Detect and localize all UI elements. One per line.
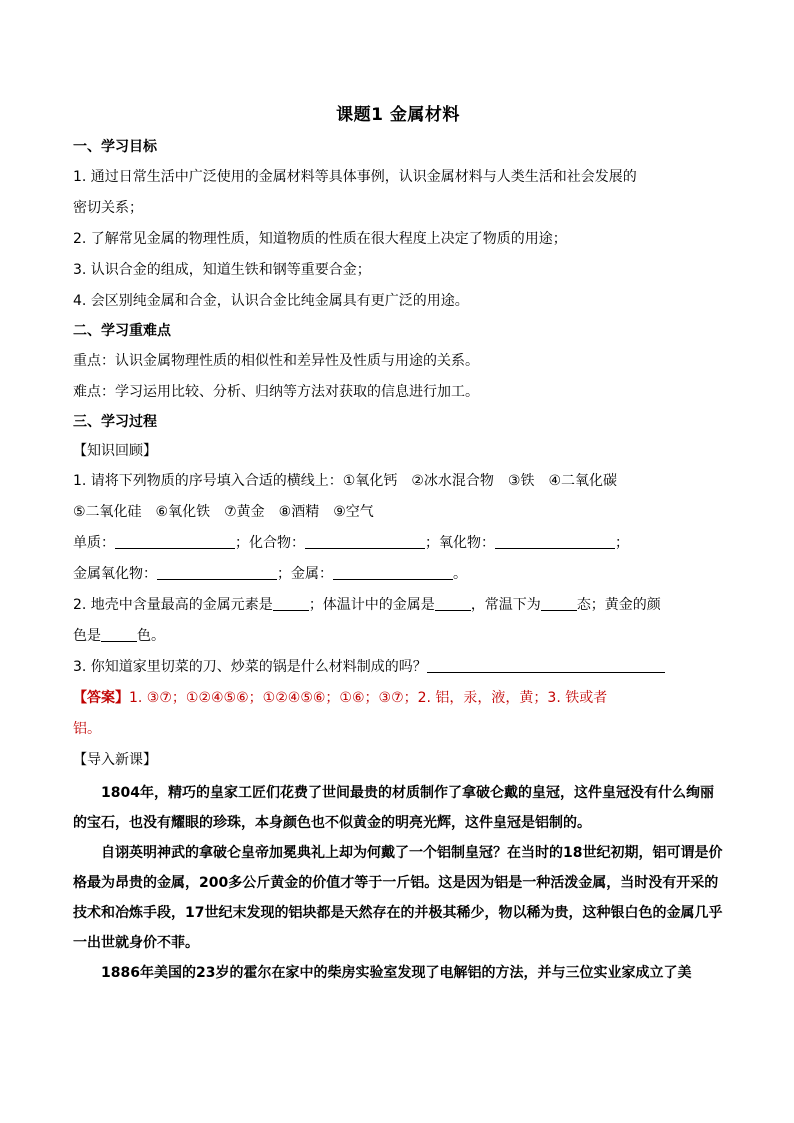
question-2-part-1: 2. 地壳中含量最高的金属元素是: [73, 597, 273, 613]
document-page: [73, 100, 723, 988]
intro-paragraph-2: 自诩英明神武的拿破仑皇帝加冕典礼上却为何戴了一个铝制皇冠？在当时的18世纪初期，铝可谓是价格最为昂贵的金属，200多公斤黄金的价值才等于一斤铝。这是因为铝是一种活泼金属，当时没有开采的技术和冶炼手段，17世纪末发现的铝块都是天然存在的并极其稀少，物以稀为贵，这种银白色的金属几乎一出世就身价不菲。: [73, 845, 723, 951]
metal-oxide-label: 金属氧化物：: [73, 566, 157, 582]
crust-metal-blank[interactable]: [273, 596, 309, 611]
goal-2: 2. 了解常见金属的物理性质，知道物质的性质在很大程度上决定了物质的用途；: [73, 231, 567, 247]
review-label: 【知识回顾】: [73, 443, 157, 459]
row-1-end: ；: [615, 535, 629, 551]
question-2-line-1: [73, 590, 723, 621]
question-2-part-5: 色是: [73, 628, 101, 644]
answer-line-2: [73, 714, 723, 745]
single-substance-blank[interactable]: [115, 534, 235, 549]
single-substance-label: 单质：: [73, 535, 115, 551]
question-1-blanks-row-1: [73, 528, 723, 559]
goal-1-line-2: 密切关系；: [73, 200, 143, 216]
goal-4: 4. 会区别纯金属和合金，认识合金比纯金属具有更广泛的用途。: [73, 293, 469, 309]
metal-blank[interactable]: [333, 565, 453, 580]
goal-3: 3. 认识合金的组成，知道生铁和钢等重要合金；: [73, 262, 371, 278]
gold-color-blank[interactable]: [101, 627, 137, 642]
intro-paragraph-3: 1886年美国的23岁的霍尔在家中的柴房实验室发现了电解铝的方法，并与三位实业家成立了美: [101, 965, 692, 981]
question-2-part-2: ；体温计中的金属是: [308, 597, 435, 613]
oxide-blank[interactable]: [495, 534, 615, 549]
question-2-part-3: ，常温下为: [470, 597, 541, 613]
goal-1-line-1: 1. 通过日常生活中广泛使用的金属材料等具体事例，认识金属材料与人类生活和社会发展的: [73, 169, 637, 185]
answer-text-1: 1. ③⑦；①②④⑤⑥；①②④⑤⑥；①⑥；③⑦；2. 铝，汞，液，黄；3. 铁或者: [129, 690, 608, 706]
intro-label: 【导入新课】: [73, 752, 157, 768]
page-title: 课题1 金属材料: [336, 105, 460, 125]
difficult-point: 难点：学习运用比较、分析、归纳等方法对获取的信息进行加工。: [73, 384, 479, 400]
metal-label: ；金属：: [277, 566, 333, 582]
question-2-part-4: 态；黄金的颜: [576, 597, 661, 613]
metal-oxide-blank[interactable]: [157, 565, 277, 580]
intro-paragraph-1: 1804年，精巧的皇家工匠们花费了世间最贵的材质制作了拿破仑戴的皇冠，这件皇冠没有什么绚丽的宝石，也没有耀眼的珍珠，本身颜色也不似黄金的明亮光辉，这件皇冠是铝制的。: [73, 785, 714, 831]
question-3: [73, 652, 723, 683]
compound-blank[interactable]: [305, 534, 425, 549]
question-1-line-2: ⑤二氧化硅 ⑥氧化铁 ⑦黄金 ⑧酒精 ⑨空气: [73, 504, 374, 520]
answer-text-2: 铝。: [73, 721, 101, 737]
question-2-line-2: [73, 621, 723, 652]
section-heading-process: 三、学习过程: [73, 414, 157, 430]
thermometer-metal-blank[interactable]: [435, 596, 471, 611]
answer-label: 【答案】: [73, 690, 129, 706]
question-3-blank[interactable]: [427, 658, 665, 673]
section-heading-goals: 一、学习目标: [73, 139, 157, 155]
oxide-label: ；氧化物：: [425, 535, 495, 551]
question-2-part-6: 色。: [137, 628, 165, 644]
answer-line-1: [73, 683, 723, 714]
section-heading-key-points: 二、学习重难点: [73, 323, 171, 339]
state-blank[interactable]: [541, 596, 577, 611]
compound-label: ；化合物：: [235, 535, 305, 551]
question-1-line-1: 1. 请将下列物质的序号填入合适的横线上：①氧化钙 ②冰水混合物 ③铁 ④二氧化碳: [73, 473, 618, 489]
question-3-text: 3. 你知道家里切菜的刀、炒菜的锅是什么材料制成的吗？: [73, 659, 427, 675]
question-1-blanks-row-2: [73, 559, 723, 590]
key-point: 重点：认识金属物理性质的相似性和差异性及性质与用途的关系。: [73, 353, 479, 369]
row-2-end: 。: [453, 566, 467, 582]
